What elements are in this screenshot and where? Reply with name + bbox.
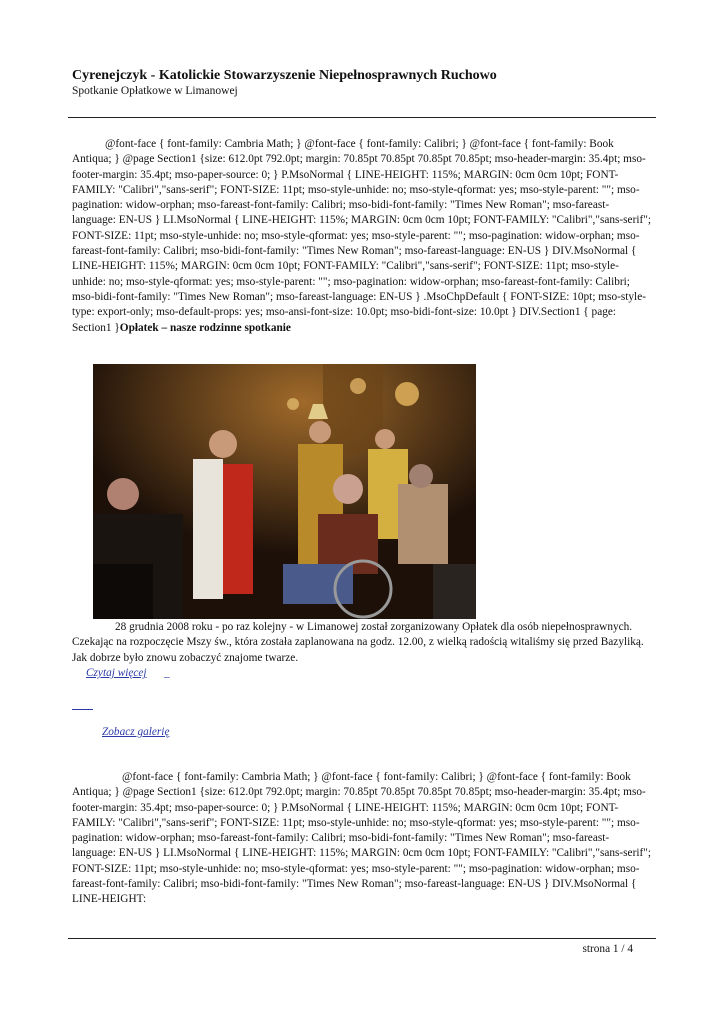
empty-link[interactable] [72,709,93,710]
church-procession-photo [93,364,476,619]
header-divider [68,117,656,118]
document-subtitle: Spotkanie Opłatkowe w Limanowej [72,85,238,97]
article-intro-paragraph [72,137,652,336]
footer-divider [68,938,656,939]
page-number: strona 1 / 4 [582,943,633,955]
gallery-link[interactable]: Zobacz galerię [102,726,170,738]
article-body-paragraph: 28 grudnia 2008 roku - po raz kolejny - w Limanowej został zorganizowany Opłatek dla osób niepełnosprawnych. Czekając na rozpoczęcie Mszy św., która została zaplanowana na godz. 12.00, z wielką radością witaliśmy się przed Bazyliką. Jak dobrze było znowu zobaczyć znajome twarze. [72,621,644,664]
article-headline: Opłatek – nasze rodzinne spotkanie [119,321,291,334]
read-more-link[interactable]: Czytaj więcej [86,667,147,679]
article-photo [93,364,476,619]
link-underscore[interactable]: _ [164,667,170,679]
css-code-text: @font-face { font-family: Cambria Math; } @font-face { font-family: Calibri; } @font-face { font-family: Book Antiqua; } @page Section1 {size: 612.0pt 792.0pt; margin: 70.85pt 70.85pt 70.85pt 70.85pt; mso-header-margin: 35.4pt; mso-footer-margin: 35.4pt; mso-paper-source: 0; } P.MsoNormal { LINE-HEIGHT: 115%; MARGIN: 0cm 0cm 10pt; FONT-FAMILY: "Calibri","sans-serif"; FONT-SIZE: 11pt; mso-style-unhide: no; mso-style-qformat: yes; mso-style-parent: ""; mso-pagination: widow-orphan; mso-fareast-font-family: Calibri; mso-bidi-font-family: "Times New Roman"; mso-fareast-language: EN-US } LI.MsoNormal { LINE-HEIGHT: 115%; MARGIN: 0cm 0cm 10pt; FONT-FAMILY: "Calibri","sans-serif"; FONT-SIZE: 11pt; mso-style-unhide: no; mso-style-qformat: yes; mso-style-parent: ""; mso-pagination: widow-orphan; mso-fareast-font-family: Calibri; mso-bidi-font-family: "Times New Roman"; mso-fareast-language: EN-US } DIV.MsoNormal { LINE-HEIGHT: 115%; MARGIN: 0cm 0cm 10pt; FONT-FAMILY: "Calibri","sans-serif"; FONT-SIZE: 11pt; mso-style-unhide: no; mso-style-qformat: yes; mso-style-parent: ""; mso-pagination: widow-orphan; mso-fareast-font-family: Calibri; mso-bidi-font-family: "Times New Roman"; mso-fareast-language: EN-US } .MsoChpDefault { FONT-SIZE: 10pt; mso-style-type: export-only; mso-default-props: yes; mso-ansi-font-size: 10.0pt; mso-bidi-font-size: 10.0pt } DIV.Section1 { page: Section1 } [72,138,651,334]
document-title: Cyrenejczyk - Katolickie Stowarzyszenie Niepełnosprawnych Ruchowo [72,68,497,83]
css-code-paragraph: @font-face { font-family: Cambria Math; } @font-face { font-family: Calibri; } @font-face { font-family: Book Antiqua; } @page Section1 {size: 612.0pt 792.0pt; margin: 70.85pt 70.85pt 70.85pt 70.85pt; mso-header-margin: 35.4pt; mso-footer-margin: 35.4pt; mso-paper-source: 0; } P.MsoNormal { LINE-HEIGHT: 115%; MARGIN: 0cm 0cm 10pt; FONT-FAMILY: "Calibri","sans-serif"; FONT-SIZE: 11pt; mso-style-unhide: no; mso-style-qformat: yes; mso-style-parent: ""; mso-pagination: widow-orphan; mso-fareast-font-family: Calibri; mso-bidi-font-family: "Times New Roman"; mso-fareast-language: EN-US } LI.MsoNormal { LINE-HEIGHT: 115%; MARGIN: 0cm 0cm 10pt; FONT-FAMILY: "Calibri","sans-serif"; FONT-SIZE: 11pt; mso-style-unhide: no; mso-style-qformat: yes; mso-style-parent: ""; mso-pagination: widow-orphan; mso-fareast-font-family: Calibri; mso-bidi-font-family: "Times New Roman"; mso-fareast-language: EN-US } DIV.MsoNormal { LINE-HEIGHT: [72,771,651,906]
